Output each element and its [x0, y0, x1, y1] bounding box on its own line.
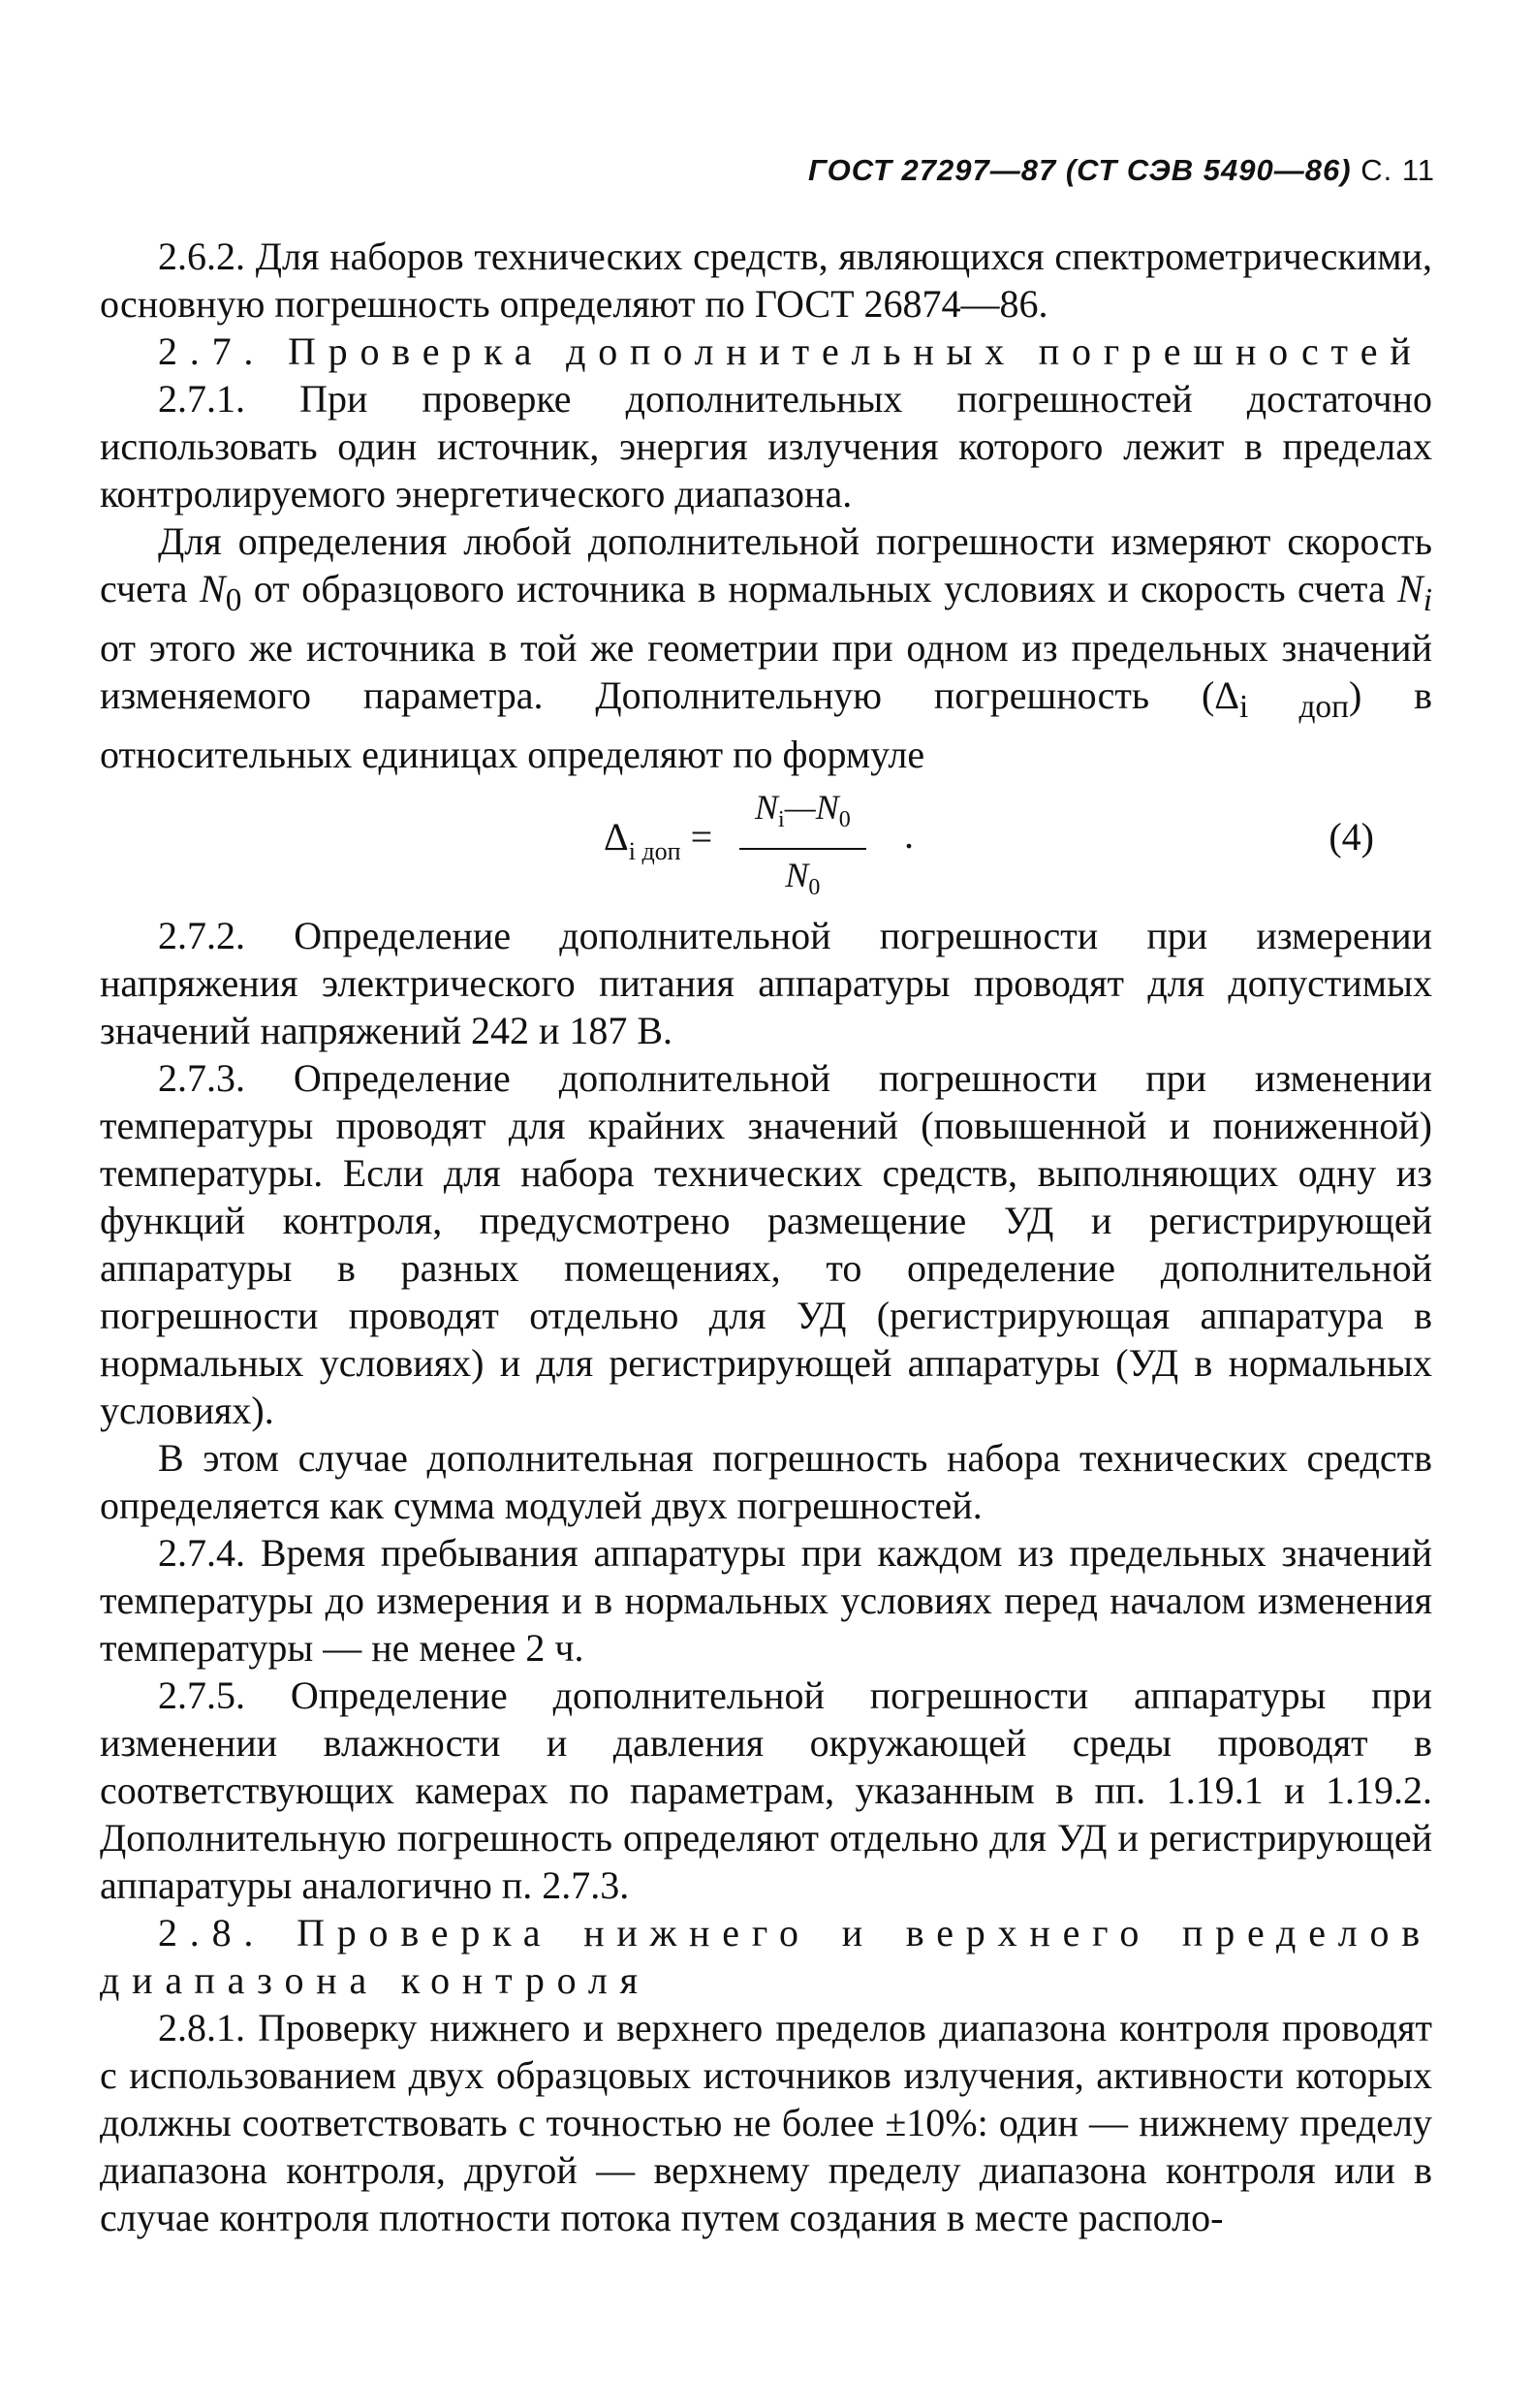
formula-dot: . — [904, 813, 914, 857]
def-text-3: от этого же источника в той же геометрии при одном из предельных значений изменяемого параметра. Дополнительную погрешность (Δ — [100, 626, 1432, 717]
paragraph-case: В этом случае дополнительная погрешность набора технических средств определяется как сумма модулей двух погрешностей. — [100, 1436, 1432, 1527]
paragraph-2-7-4: 2.7.4. Время пребывания аппаратуры при каждом из предельных значений температуры до измерения и в нормальных условиях перед началом изменения температуры — не менее 2 ч. — [100, 1531, 1432, 1670]
paragraph-2-7-1: 2.7.1. При проверке дополнительных погрешностей достаточно использовать один источник, энергия излучения которого лежит в пределах контролируемого энергетического диапазона. — [100, 377, 1432, 516]
symbol-n0: N — [200, 567, 226, 610]
symbol-n0-sub: 0 — [225, 582, 242, 618]
formula-denominator — [739, 850, 866, 912]
def-text-1: Для определения любой дополнительной погрешности измеряют скорость счета — [100, 519, 1432, 610]
formula-number: (4) — [1329, 815, 1374, 859]
num-n: N — [755, 788, 779, 827]
paragraph-2-7-2: 2.7.2. Определение дополнительной погрешности при измерении напряжения электрического питания аппаратуры проводят для допустимых значений напряжений 242 и 187 В. — [100, 914, 1432, 1052]
den-n: N — [785, 856, 809, 895]
formula-fraction — [739, 784, 866, 912]
section-heading-2-8: 2.8. Проверка нижнего и верхнего пределов диапазона контроля — [100, 1911, 1432, 2002]
formula-4 — [100, 784, 1432, 900]
section-heading-2-7: 2.7. Проверка дополнительных погрешностей — [158, 329, 1423, 373]
formula-delta: Δ — [604, 815, 629, 859]
def-text-4: ) в относительных единицах определяют по формуле — [100, 673, 1432, 776]
delta-sub: i доп — [1239, 689, 1349, 725]
paragraph-2-7-3: 2.7.3. Определение дополнительной погрешности при изменении температуры проводят для крайних значений (повышенной и пониженной) температуры. Если для набора технических средств, выполняющих одну из функций контроля, предусмотрено размещение УД и регистрирующей аппаратуры в разных помещениях, то определение дополнительной погрешности проводят отдельно для УД (регистрирующая аппаратура в нормальных условиях) и для регистрирующей аппаратуры (УД в нормальных условиях). — [100, 1056, 1432, 1432]
symbol-ni: N — [1397, 567, 1423, 610]
formula-numerator — [739, 784, 866, 850]
num-sub-0: 0 — [838, 807, 851, 833]
paragraph-2-8-1: 2.8.1. Проверку нижнего и верхнего пределов диапазона контроля проводят с использованием двух образцовых источников излучения, активности которых должны соответствовать с точностью не более ±10%: один — нижнему пределу диапазона контроля, другой — верхнему пределу диапазона контроля или в случае контроля плотности потока путем создания в месте располо- — [100, 2006, 1432, 2239]
formula-lhs — [604, 813, 712, 875]
formula-equals: = — [680, 815, 713, 859]
symbol-ni-sub: i — [1423, 582, 1432, 618]
num-mid: —N — [784, 788, 839, 827]
den-sub: 0 — [808, 875, 821, 901]
document-body — [100, 145, 1432, 2241]
header-page-number: С. 11 — [1360, 153, 1435, 187]
formula-lhs-sub: i доп — [628, 837, 681, 865]
paragraph-2-6-2: 2.6.2. Для наборов технических средств, являющихся спектрометрическими, основную погрешность определяют по ГОСТ 26874—86. — [100, 235, 1432, 326]
def-text-2: от образцового источника в нормальных условиях и скорость счета — [241, 567, 1398, 610]
paragraph-2-7-5: 2.7.5. Определение дополнительной погрешности аппаратуры при изменении влажности и давления окружающей среды проводят в соответствующих камерах по параметрам, указанным в пп. 1.19.1 и 1.19.2. Дополнительную погрешность определяют отдельно для УД и регистрирующей аппаратуры аналогично п. 2.7.3. — [100, 1673, 1432, 1907]
num-sub-i: i — [778, 807, 785, 833]
header-title: ГОСТ 27297—87 (СТ СЭВ 5490—86) — [808, 153, 1352, 187]
paragraph-definition — [100, 517, 1432, 778]
